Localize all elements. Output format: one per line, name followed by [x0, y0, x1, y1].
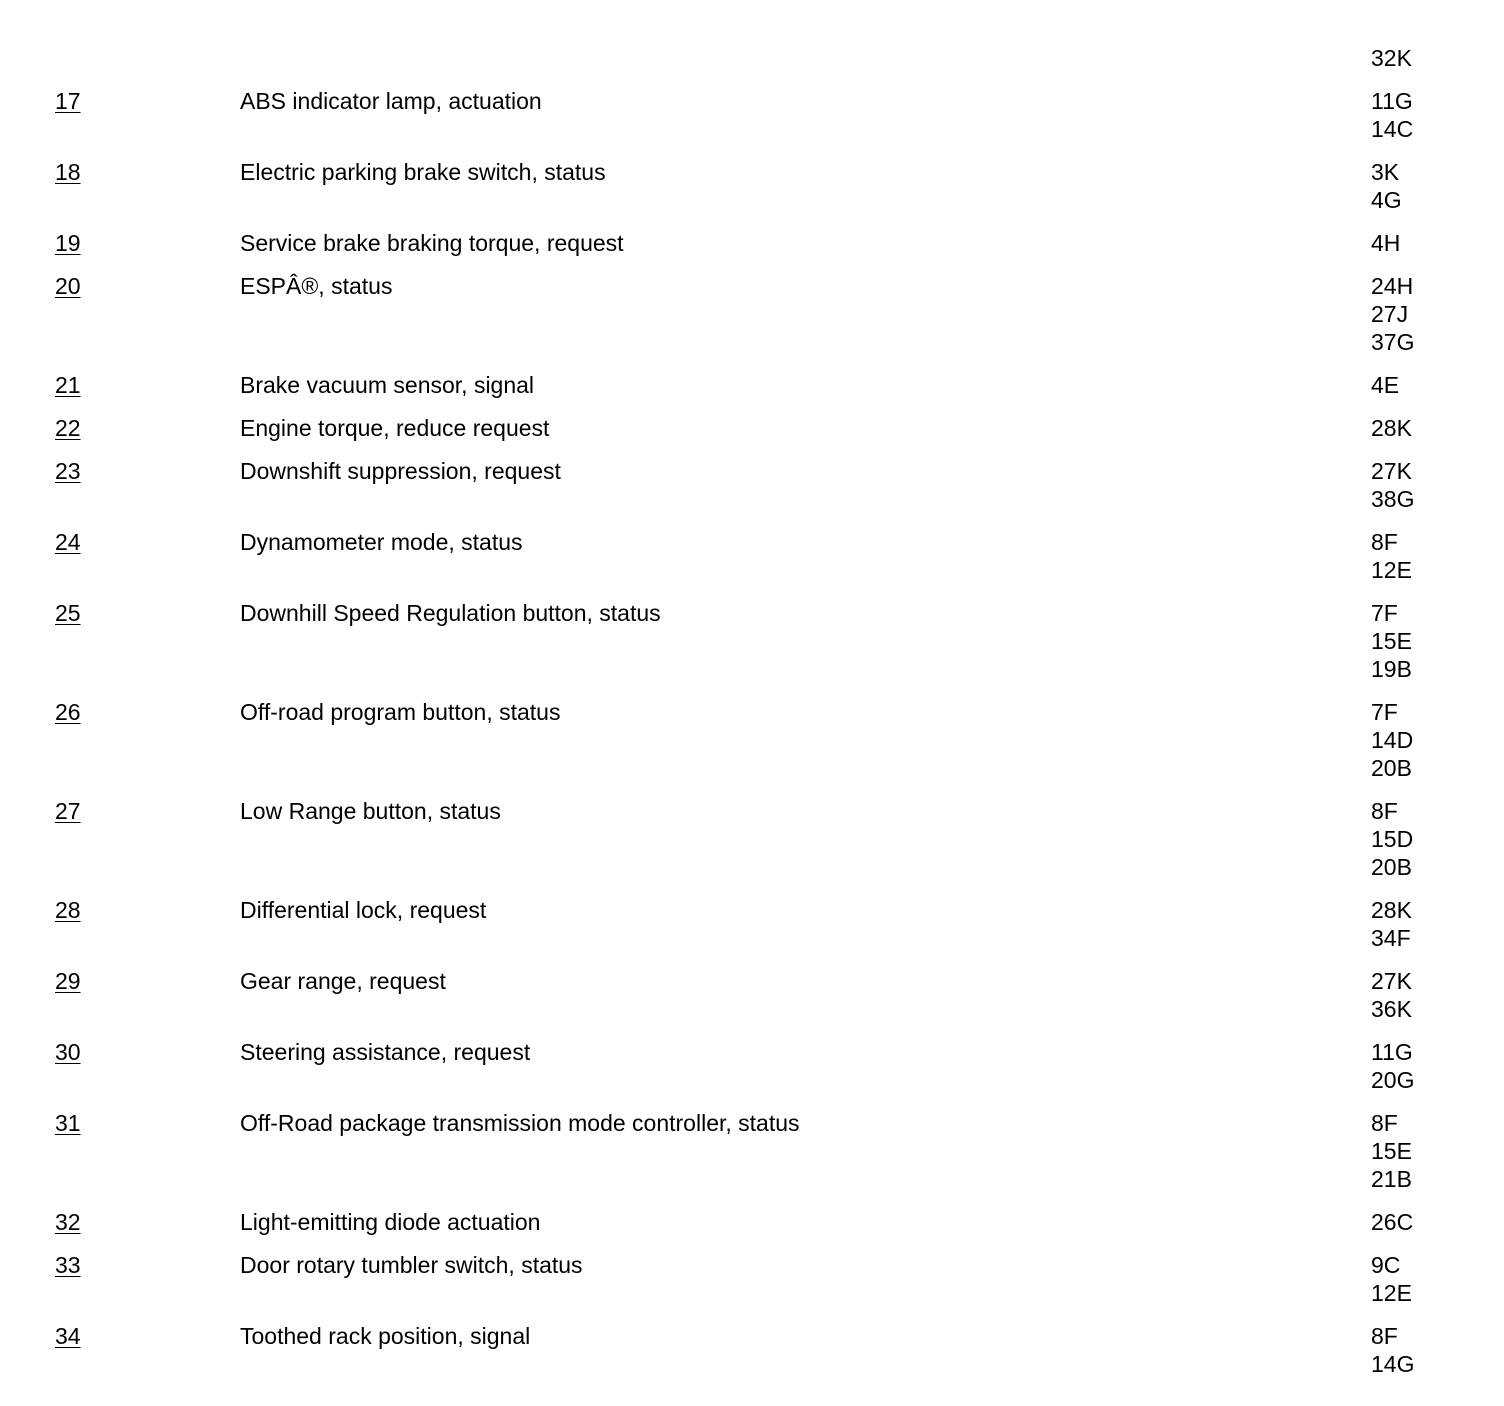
grid-reference-list — [1371, 896, 1491, 952]
grid-reference: 34F — [1371, 925, 1411, 951]
grid-reference: 7F — [1371, 699, 1398, 725]
grid-reference: 36K — [1371, 996, 1412, 1022]
signal-number-link[interactable]: 29 — [55, 968, 81, 994]
grid-reference: 32K — [1371, 45, 1412, 71]
signal-description: Light-emitting diode actuation — [240, 1209, 541, 1235]
signal-description: Gear range, request — [240, 968, 446, 994]
grid-reference: 14C — [1371, 116, 1414, 142]
legend-row — [0, 44, 1504, 87]
legend-row — [0, 797, 1504, 896]
grid-reference: 14D — [1371, 727, 1414, 753]
legend-row — [0, 1322, 1504, 1393]
signal-description: Off-Road package transmission mode controller, status — [240, 1110, 800, 1136]
legend-row — [0, 371, 1504, 414]
signal-description: Low Range button, status — [240, 798, 501, 824]
legend-row — [0, 896, 1504, 967]
signal-number-link[interactable]: 30 — [55, 1039, 81, 1065]
grid-reference: 28K — [1371, 897, 1412, 923]
legend-row — [0, 967, 1504, 1038]
signal-description: Door rotary tumbler switch, status — [240, 1252, 583, 1278]
grid-reference: 11G — [1371, 88, 1413, 114]
legend-row — [0, 229, 1504, 272]
grid-reference: 7F — [1371, 600, 1398, 626]
signal-description: Brake vacuum sensor, signal — [240, 372, 535, 398]
grid-reference: 27K — [1371, 968, 1412, 994]
signal-number-link[interactable]: 32 — [55, 1209, 81, 1235]
signal-number-link[interactable]: 18 — [55, 159, 81, 185]
signal-description: Downhill Speed Regulation button, status — [240, 600, 661, 626]
grid-reference: 12E — [1371, 557, 1412, 583]
grid-reference-list — [1371, 457, 1491, 513]
grid-reference: 4E — [1371, 372, 1400, 398]
grid-reference: 4H — [1371, 230, 1401, 256]
legend-row — [0, 1109, 1504, 1208]
legend-row — [0, 1038, 1504, 1109]
legend-row — [0, 528, 1504, 599]
grid-reference: 9C — [1371, 1252, 1401, 1278]
grid-reference: 3K — [1371, 159, 1400, 185]
grid-reference: 24H — [1371, 273, 1414, 299]
signal-description: Steering assistance, request — [240, 1039, 531, 1065]
signal-description: ESPÂ®, status — [240, 273, 393, 299]
grid-reference: 8F — [1371, 798, 1398, 824]
legend-row — [0, 158, 1504, 229]
grid-reference: 12E — [1371, 1280, 1412, 1306]
grid-reference-list — [1371, 414, 1491, 442]
grid-reference-list — [1371, 528, 1491, 584]
signal-description: Service brake braking torque, request — [240, 230, 624, 256]
grid-reference: 14G — [1371, 1351, 1415, 1377]
signal-description: Dynamometer mode, status — [240, 529, 523, 555]
grid-reference: 19B — [1371, 656, 1412, 682]
grid-reference: 8F — [1371, 1110, 1398, 1136]
legend-row — [0, 272, 1504, 371]
legend-row — [0, 1251, 1504, 1322]
grid-reference-list — [1371, 797, 1491, 881]
grid-reference-list — [1371, 599, 1491, 683]
grid-reference-list — [1371, 1251, 1491, 1307]
legend-row — [0, 698, 1504, 797]
grid-reference: 20G — [1371, 1067, 1415, 1093]
signal-description: ABS indicator lamp, actuation — [240, 88, 542, 114]
grid-reference-list — [1371, 87, 1491, 143]
signal-number-link[interactable]: 17 — [55, 88, 81, 114]
signal-number-link[interactable]: 26 — [55, 699, 81, 725]
grid-reference: 38G — [1371, 486, 1415, 512]
grid-reference-list — [1371, 44, 1491, 72]
signal-description: Engine torque, reduce request — [240, 415, 550, 441]
signal-number-link[interactable]: 21 — [55, 372, 81, 398]
legend-row — [0, 1208, 1504, 1251]
signal-number-link[interactable]: 20 — [55, 273, 81, 299]
grid-reference-list — [1371, 371, 1491, 399]
signal-description: Differential lock, request — [240, 897, 487, 923]
grid-reference: 21B — [1371, 1166, 1412, 1192]
signal-number-link[interactable]: 24 — [55, 529, 81, 555]
grid-reference: 4G — [1371, 187, 1402, 213]
signal-number-link[interactable]: 19 — [55, 230, 81, 256]
grid-reference-list — [1371, 229, 1491, 257]
grid-reference: 11G — [1371, 1039, 1413, 1065]
signal-number-link[interactable]: 31 — [55, 1110, 81, 1136]
grid-reference: 20B — [1371, 755, 1412, 781]
grid-reference: 20B — [1371, 854, 1412, 880]
grid-reference: 8F — [1371, 529, 1398, 555]
grid-reference: 8F — [1371, 1323, 1398, 1349]
signal-description: Toothed rack position, signal — [240, 1323, 531, 1349]
grid-reference: 27K — [1371, 458, 1412, 484]
signal-description: Electric parking brake switch, status — [240, 159, 606, 185]
grid-reference: 15E — [1371, 1138, 1412, 1164]
grid-reference-list — [1371, 1208, 1491, 1236]
grid-reference: 15D — [1371, 826, 1414, 852]
grid-reference-list — [1371, 272, 1491, 356]
legend-row — [0, 599, 1504, 698]
grid-reference-list — [1371, 1038, 1491, 1094]
signal-description: Downshift suppression, request — [240, 458, 561, 484]
grid-reference: 37G — [1371, 329, 1415, 355]
legend-row — [0, 414, 1504, 457]
legend-row — [0, 87, 1504, 158]
signal-number-link[interactable]: 28 — [55, 897, 81, 923]
signal-legend-list — [0, 44, 1504, 1393]
grid-reference-list — [1371, 158, 1491, 214]
signal-description: Off-road program button, status — [240, 699, 561, 725]
grid-reference-list — [1371, 1109, 1491, 1193]
grid-reference: 15E — [1371, 628, 1412, 654]
signal-number-link[interactable]: 33 — [55, 1252, 81, 1278]
legend-row — [0, 457, 1504, 528]
signal-number-link[interactable]: 22 — [55, 415, 81, 441]
grid-reference-list — [1371, 698, 1491, 782]
grid-reference: 28K — [1371, 415, 1412, 441]
grid-reference: 27J — [1371, 301, 1409, 327]
signal-number-link[interactable]: 34 — [55, 1323, 81, 1349]
signal-number-link[interactable]: 25 — [55, 600, 81, 626]
grid-reference-list — [1371, 1322, 1491, 1378]
signal-number-link[interactable]: 23 — [55, 458, 81, 484]
grid-reference-list — [1371, 967, 1491, 1023]
grid-reference: 26C — [1371, 1209, 1414, 1235]
signal-number-link[interactable]: 27 — [55, 798, 81, 824]
